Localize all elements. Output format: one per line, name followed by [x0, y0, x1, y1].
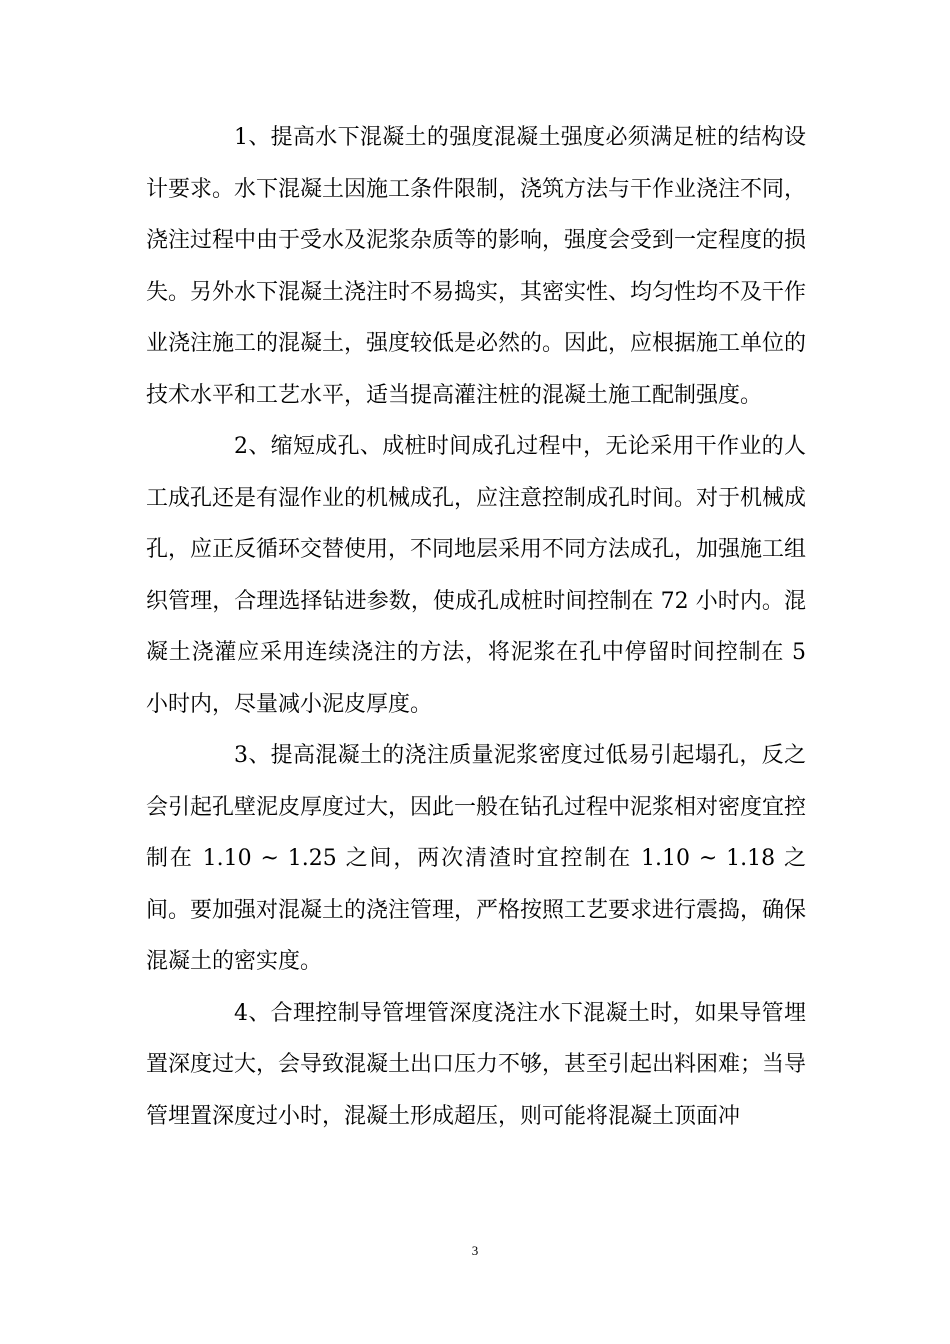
- paragraph-3: 3、提高混凝土的浇注质量泥浆密度过低易引起塌孔，反之会引起孔壁泥皮厚度过大，因此一般在钻孔过程中泥浆相对密度宜控制在 1.10 ~ 1.25 之间，两次清渣时宜控制在 1.10 ~ 1.18 之间。要加强对混凝土的浇注管理，严格按照工艺要求进行震捣，确保混凝土的密实度。: [146, 743, 807, 974]
- paragraph-1: 1、提高水下混凝土的强度混凝土强度必须满足桩的结构设计要求。水下混凝土因施工条件限制，浇筑方法与干作业浇注不同，浇注过程中由于受水及泥浆杂质等的影响，强度会受到一定程度的损失。另外水下混凝土浇注时不易捣实，其密实性、均匀性均不及干作业浇注施工的混凝土，强度较低是必然的。因此，应根据施工单位的技术水平和工艺水平，适当提高灌注桩的混凝土施工配制强度。: [146, 125, 807, 408]
- paragraph-2: 2、缩短成孔、成桩时间成孔过程中，无论采用干作业的人工成孔还是有湿作业的机械成孔，应注意控制成孔时间。对于机械成孔，应正反循环交替使用，不同地层采用不同方法成孔，加强施工组织管理，合理选择钻进参数，使成孔成桩时间控制在 72 小时内。混凝土浇灌应采用连续浇注的方法，将泥浆在孔中停留时间控制在 5 小时内，尽量减小泥皮厚度。: [146, 434, 807, 717]
- page-number: 3: [471, 1243, 479, 1258]
- body-text: [146, 112, 806, 1142]
- paragraph-4: 4、合理控制导管埋管深度浇注水下混凝土时，如果导管埋置深度过大，会导致混凝土出口压力不够，甚至引起出料困难；当导管埋置深度过小时，混凝土形成超压，则可能将混凝土顶面冲: [146, 1000, 807, 1129]
